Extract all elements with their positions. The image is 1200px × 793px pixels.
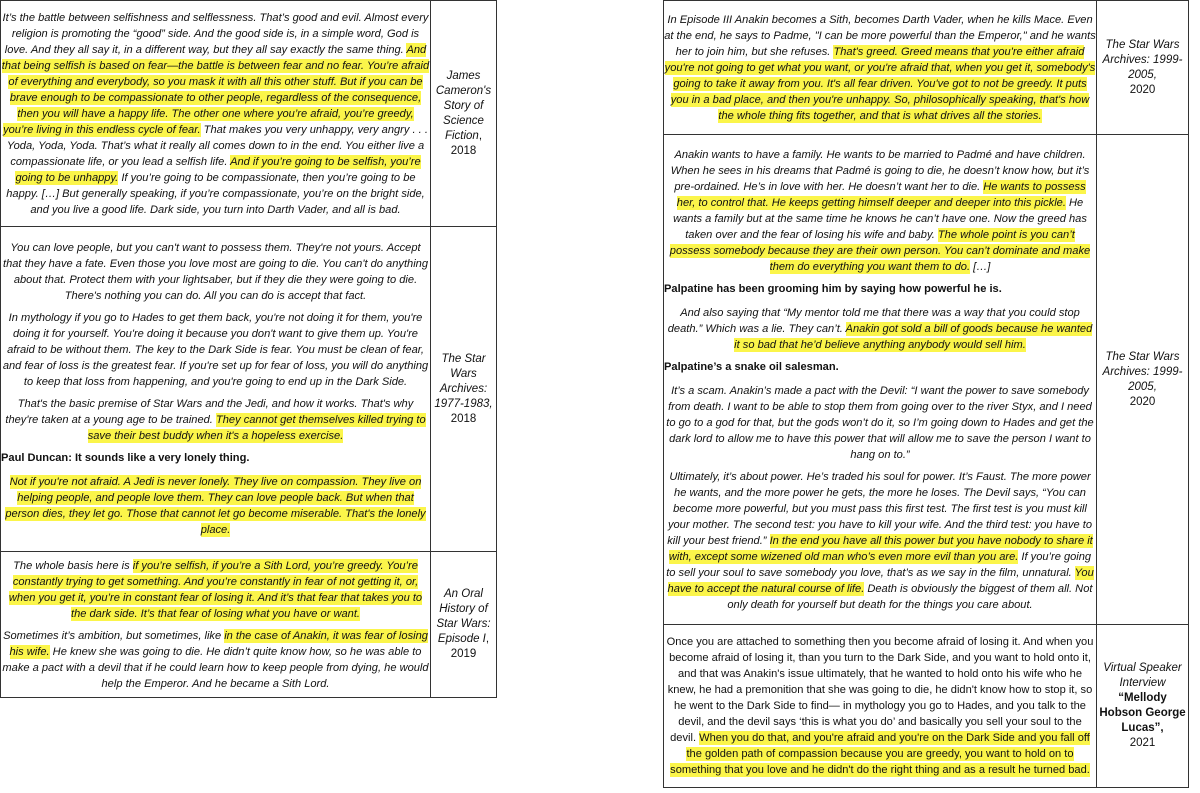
quote-text: Death is obviously the biggest of them all. Not only death for yourself but death for the things you care about. [727, 582, 1093, 611]
quote-paragraph [1, 396, 430, 444]
source-title: The Star Wars Archives: 1977-1983, [434, 352, 493, 410]
quote-text: Ultimately, it’s about power. He’s traded his soul for power. It’s Faust. The more power he wants, and the more power he gets, the more he loses. The Devil says, “You can become more powerful, but you must pass this first test. The first test is you must kill your mother. The second test: you have to kill your wife. And the third test: you have to kill your best friend.” [667, 470, 1093, 547]
quote-text: Once you are attached to something then you become afraid of losing it. And when you become afraid of losing it, than you turn to the Dark Side, and you want to hold onto it, and that was Anakin's issue ultimately, that he wanted to hold onto his wife who he knew, he had a premonition that she was going to die, he didn't know how to stop it, so he went to the Dark Side to find— in mythology you go to Hades, and you talk to the devil, and the devil says ‘this is what you do’ and basically you sell your soul to the devil. [666, 636, 1094, 744]
left-quote-table [0, 0, 497, 698]
quote-text: He wants a family but at the same time he knows he can’t have one. Now the greed has taken over and the fear of losing his wife and baby. [673, 196, 1087, 241]
source-cell [431, 227, 497, 552]
quote-text: If you’re going to sell your soul to save somebody you love, that’s as we say in the film, unnatural. [666, 550, 1092, 579]
source-cell [1097, 135, 1189, 625]
quote-text: Palpatine has been grooming him by saying how powerful he is. [664, 282, 1002, 295]
source-year: , 2019 [450, 633, 490, 660]
quote-row [664, 1, 1189, 135]
quote-paragraph [664, 305, 1096, 353]
quote-paragraph [664, 147, 1096, 275]
quote-text: Paul Duncan: It sounds like a very lonely thing. [1, 452, 250, 464]
right-quote-table [663, 0, 1189, 788]
quote-text: Sometimes it’s ambition, but sometimes, like [3, 629, 225, 642]
quote-text: That's the basic premise of Star Wars and the Jedi, and how it works. That's why they're taken at a young age to be trained. [5, 398, 414, 426]
quote-paragraph [664, 12, 1096, 124]
quote-text: And also saying that “My mentor told me that there was a way that you could stop death.” Which was a lie. They can’t. [667, 306, 1080, 335]
source-cell [1097, 625, 1189, 788]
quote-row [1, 1, 497, 227]
source-subtitle: “Mellody Hobson George Lucas”, [1099, 692, 1186, 734]
highlighted-text: in the case of Anakin, it was fear of losing his wife. [9, 629, 428, 658]
quote-cell [664, 1, 1097, 135]
source-year: 2021 [1129, 737, 1156, 749]
interviewer-question [664, 359, 1096, 375]
quote-paragraph [1, 240, 430, 304]
quote-text: In mythology if you go to Hades to get them back, you're not doing it for them, you're doing it for yourself. You're doing it because you don't want to give them up. You're afraid to be without them. The key to the Dark Side is fear. You must be clean of fear, and fear of loss is the greatest fear. If you're set up for fear of loss, you will do anything to keep that loss from happening, and you're going to end up in the Dark Side. [2, 312, 429, 388]
quote-cell [1, 552, 431, 698]
quote-paragraph [1, 474, 430, 538]
highlighted-text: He wants to possess her, to control that. He keeps getting himself deeper and deeper into this pickle. [676, 180, 1086, 209]
quote-text: It’s a scam. Anakin’s made a pact with the Devil: “I want the power to save somebody from death. I want to be able to stop them from going over to the river Styx, and I need to go to a god for that, but the gods won’t do it, so I’m going down to Hades and get the dark lord to allow me to have this power that will allow me to save the person I want to hang on to.” [666, 384, 1094, 461]
quote-paragraph [1, 558, 430, 622]
highlighted-text: The whole point is you can’t possess somebody because they are their own person. You can’t dominate and make them do everything you want them to do. [669, 228, 1091, 273]
source-cell [431, 552, 497, 698]
quote-row [664, 625, 1189, 788]
quote-text: That makes you very unhappy, very angry . . . Yoda, Yoda, Yoda. That’s what it really all comes down to in the end. You either live a compassionate life, or you lead a selfish life. [6, 123, 428, 168]
source-cell [1097, 1, 1189, 135]
highlighted-text: When you do that, and you're afraid and you're on the Dark Side and you fall off the golden path of compassion because you are greedy, you want to hold on to something that you love and he didn't do the right thing and as a result he turned bad. [670, 732, 1090, 776]
quote-paragraph [1, 628, 430, 692]
quote-paragraph [1, 310, 430, 390]
interviewer-question [664, 281, 1096, 297]
highlighted-text: Anakin got sold a bill of goods because he wanted it so bad that he’d believe anything anybody would sell him. [734, 322, 1093, 351]
quote-paragraph [664, 383, 1096, 463]
highlighted-text: if you’re selfish, if you’re a Sith Lord, you’re greedy. You’re constantly trying to get something. And you’re constantly in fear of not getting it, or, when you get it, you’re in constant fear of losing it. And it’s that fear that takes you to the dark side. It’s that fear of losing what you have or want. [8, 559, 423, 620]
quote-text: Anakin wants to have a family. He wants to be married to Padmé and have children. When he sees in his dreams that Padmé is going to die, he doesn’t know how, but it’s pre-ordained. He’s in love with her. He doesn’t want her to die. [670, 148, 1090, 193]
highlighted-text: That's greed. Greed means that you're either afraid you're not going to get what you want, or you're afraid that, when you get it, somebody's going to take it away from you. It's all fear driven. You've got to not be greedy. It puts you in a bad place, and then you're unhappy. So, philosophically speaking, that's how the whole thing fits together, and that is what drives all the stories. [664, 45, 1096, 122]
source-cell [431, 1, 497, 227]
source-title: The Star Wars Archives: 1999-2005, [1102, 38, 1183, 81]
source-year: 2020 [1129, 83, 1156, 96]
highlighted-text: In the end you have all this power but you have nobody to share it with, except some wizened old man who’s even more evil than you are. [668, 534, 1093, 563]
highlighted-text: Not if you're not afraid. A Jedi is never lonely. They live on compassion. They live on helping people, and people love them. They can love people back. But when that person dies, they let go. Those that cannot let go become miserable. That's the lonely place. [5, 476, 426, 536]
interviewer-question [1, 450, 430, 466]
quote-text: In Episode III Anakin becomes a Sith, becomes Darth Vader, when he kills Mace. Even at the end, he says to Padme, "I can be more powerful than the Emperor," and he wants her to join him, but she refuses. [664, 13, 1096, 58]
quote-cell [1, 227, 431, 552]
quote-row [1, 552, 497, 698]
quote-cell [664, 625, 1097, 788]
highlighted-text: You have to accept the natural course of life. [667, 566, 1094, 595]
highlighted-text: And that being selfish is based on fear—the battle is between fear and no fear. You’re afraid of everything and everybody, so you mask it with all this other stuff. But if you can be brave enough to be compassionate to other people, regardless of the consequence, then you will have a happy life. The other one where you’re afraid, you’re greedy, you’re living in this endless cycle of fear. [1, 43, 430, 136]
quote-text: It’s the battle between selfishness and selflessness. That’s good and evil. Almost every religion is promoting the “good” side. And the good side is, in a simple word, God is love. And they all say it, in a different way, but they all say exactly the same thing. [2, 11, 429, 56]
quote-paragraph [664, 469, 1096, 613]
quote-text: He knew she was going to die. He didn’t quite know how, so he was able to make a pact with a devil that if he could learn how to keep people from dying, he would help the Emperor. And he became a Sith Lord. [2, 645, 429, 690]
source-title: Virtual Speaker Interview [1103, 662, 1182, 689]
quote-text: Palpatine’s a snake oil salesman. [664, 360, 839, 373]
quote-paragraph [1, 10, 430, 218]
quote-cell [1, 1, 431, 227]
source-year: 2020 [1129, 395, 1156, 408]
quote-text: The whole basis here is [13, 559, 133, 572]
source-title: The Star Wars Archives: 1999-2005, [1102, 350, 1183, 393]
source-title: James Cameron's Story of Science Fiction [435, 69, 492, 142]
quote-text: […] [970, 260, 991, 273]
highlighted-text: And if you’re going to be selfish, you’re going to be unhappy. [15, 155, 421, 184]
source-title: An Oral History of Star Wars: Episode I [436, 588, 491, 645]
source-year: 2018 [450, 412, 477, 425]
quote-row [1, 227, 497, 552]
quote-cell [664, 135, 1097, 625]
highlighted-text: They cannot get themselves killed trying to save their best buddy when it's a hopeless exercise. [87, 414, 426, 442]
quote-text: If you’re going to be compassionate, then you’re going to be happy. […] But generally speaking, if you’re compassionate, you’re on the bright side, and you live a good life. Dark side, you turn into Darth Vader, and all is bad. [6, 171, 425, 216]
quote-paragraph [664, 634, 1096, 778]
quote-row [664, 135, 1189, 625]
quote-text: You can love people, but you can't want to possess them. They're not yours. Accept that they have a fate. Even those you love most are going to die. You can't do anything about that. Protect them with your lightsaber, but if they die they were going to die. There's nothing you can do. All you can do is accept that fact. [3, 242, 428, 302]
source-year: , 2018 [450, 129, 483, 157]
